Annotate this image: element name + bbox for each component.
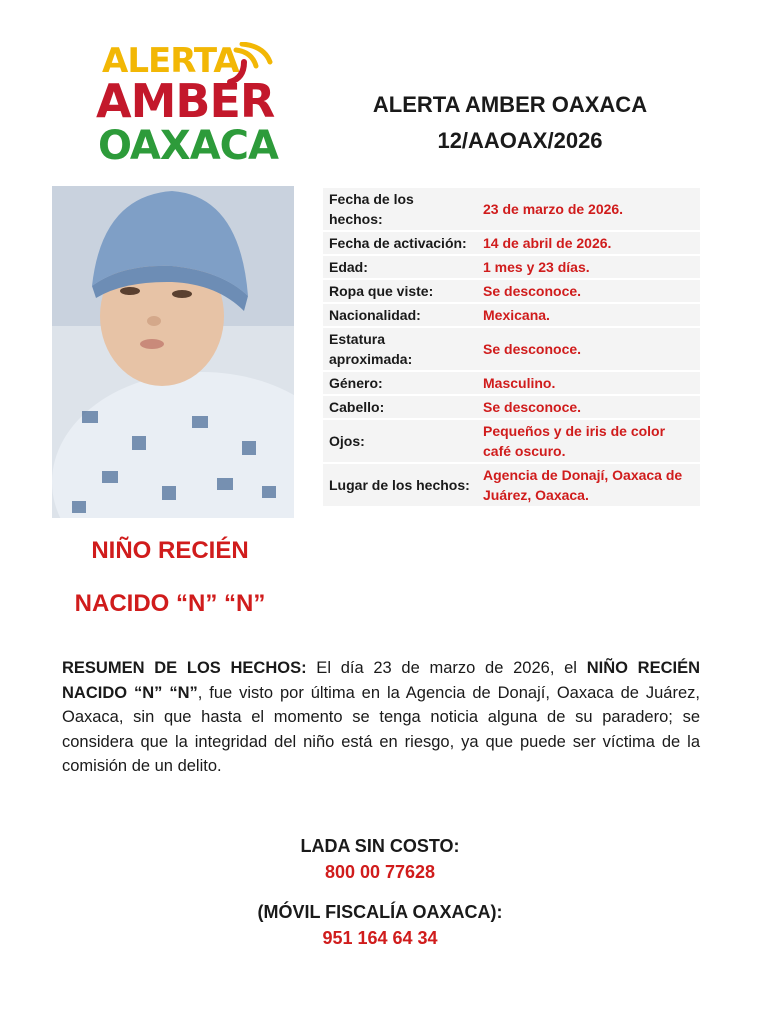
- info-label: Ojos:: [323, 420, 477, 462]
- info-label: Fecha de los hechos:: [323, 188, 477, 230]
- missing-child-photo: [52, 186, 294, 518]
- summary-text-1: El día 23 de marzo de 2026, el: [306, 659, 587, 677]
- info-label: Edad:: [323, 256, 477, 278]
- info-row: [323, 464, 700, 506]
- summary-child-name: NIÑO RECIÉN NACIDO “N” “N”: [62, 659, 700, 702]
- info-value: Se desconoce.: [477, 328, 700, 370]
- info-label: Ropa que viste:: [323, 280, 477, 302]
- alerta-amber-logo: [92, 40, 282, 168]
- info-value: Se desconoce.: [477, 280, 700, 302]
- info-label: Lugar de los hechos:: [323, 464, 477, 506]
- info-label: Estatura aproximada:: [323, 328, 477, 370]
- summary-text-2: , fue visto por última en la Agencia de Donají, Oaxaca de Juárez, Oaxaca, sin que hasta el momento se tenga noticia alguna de su paradero; se considera que la integridad del niño está en riesgo, ya que puede ser víctima de la comisión de un delito.: [62, 683, 700, 775]
- info-label: Nacionalidad:: [323, 304, 477, 326]
- info-value: Se desconoce.: [477, 396, 700, 418]
- alert-title: ALERTA AMBER OAXACA: [372, 92, 648, 117]
- info-row: [323, 232, 700, 254]
- toll-free-label: LADA SIN COSTO:: [300, 836, 460, 856]
- summary-label: RESUMEN DE LOS HECHOS:: [62, 659, 307, 677]
- info-value: Mexicana.: [477, 304, 700, 326]
- info-value: Masculino.: [477, 372, 700, 394]
- signal-waves-icon: [222, 42, 282, 92]
- info-label: Género:: [323, 372, 477, 394]
- info-row: [323, 328, 700, 370]
- info-row: [323, 256, 700, 278]
- info-label: Cabello:: [323, 396, 477, 418]
- info-value: 14 de abril de 2026.: [477, 232, 700, 254]
- info-row: [323, 396, 700, 418]
- child-name-line-2: NACIDO “N” “N”: [74, 590, 266, 617]
- alert-code: 12/AAOAX/2026: [437, 128, 603, 153]
- child-name-line-1: NIÑO RECIÉN: [91, 537, 249, 564]
- toll-free-number: 800 00 77628: [324, 862, 436, 882]
- mobile-number: 951 164 64 34: [322, 928, 438, 948]
- info-value: 1 mes y 23 días.: [477, 256, 700, 278]
- info-row: [323, 420, 700, 462]
- info-row: [323, 372, 700, 394]
- info-value: Pequeños y de iris de color café oscuro.: [477, 420, 700, 462]
- info-table: [323, 186, 700, 508]
- info-row: [323, 188, 700, 230]
- info-row: [323, 304, 700, 326]
- logo-line-oaxaca: OAXACA: [98, 123, 278, 169]
- info-value: 23 de marzo de 2026.: [477, 188, 700, 230]
- logo-line-alerta: ALERTA: [102, 41, 239, 81]
- info-row: [323, 280, 700, 302]
- info-label: Fecha de activación:: [323, 232, 477, 254]
- summary-paragraph: [62, 656, 700, 779]
- info-value: Agencia de Donají, Oaxaca de Juárez, Oaxaca.: [477, 464, 700, 506]
- logo-line-amber: AMBER: [96, 74, 275, 128]
- mobile-label: (MÓVIL FISCALÍA OAXACA):: [257, 902, 503, 922]
